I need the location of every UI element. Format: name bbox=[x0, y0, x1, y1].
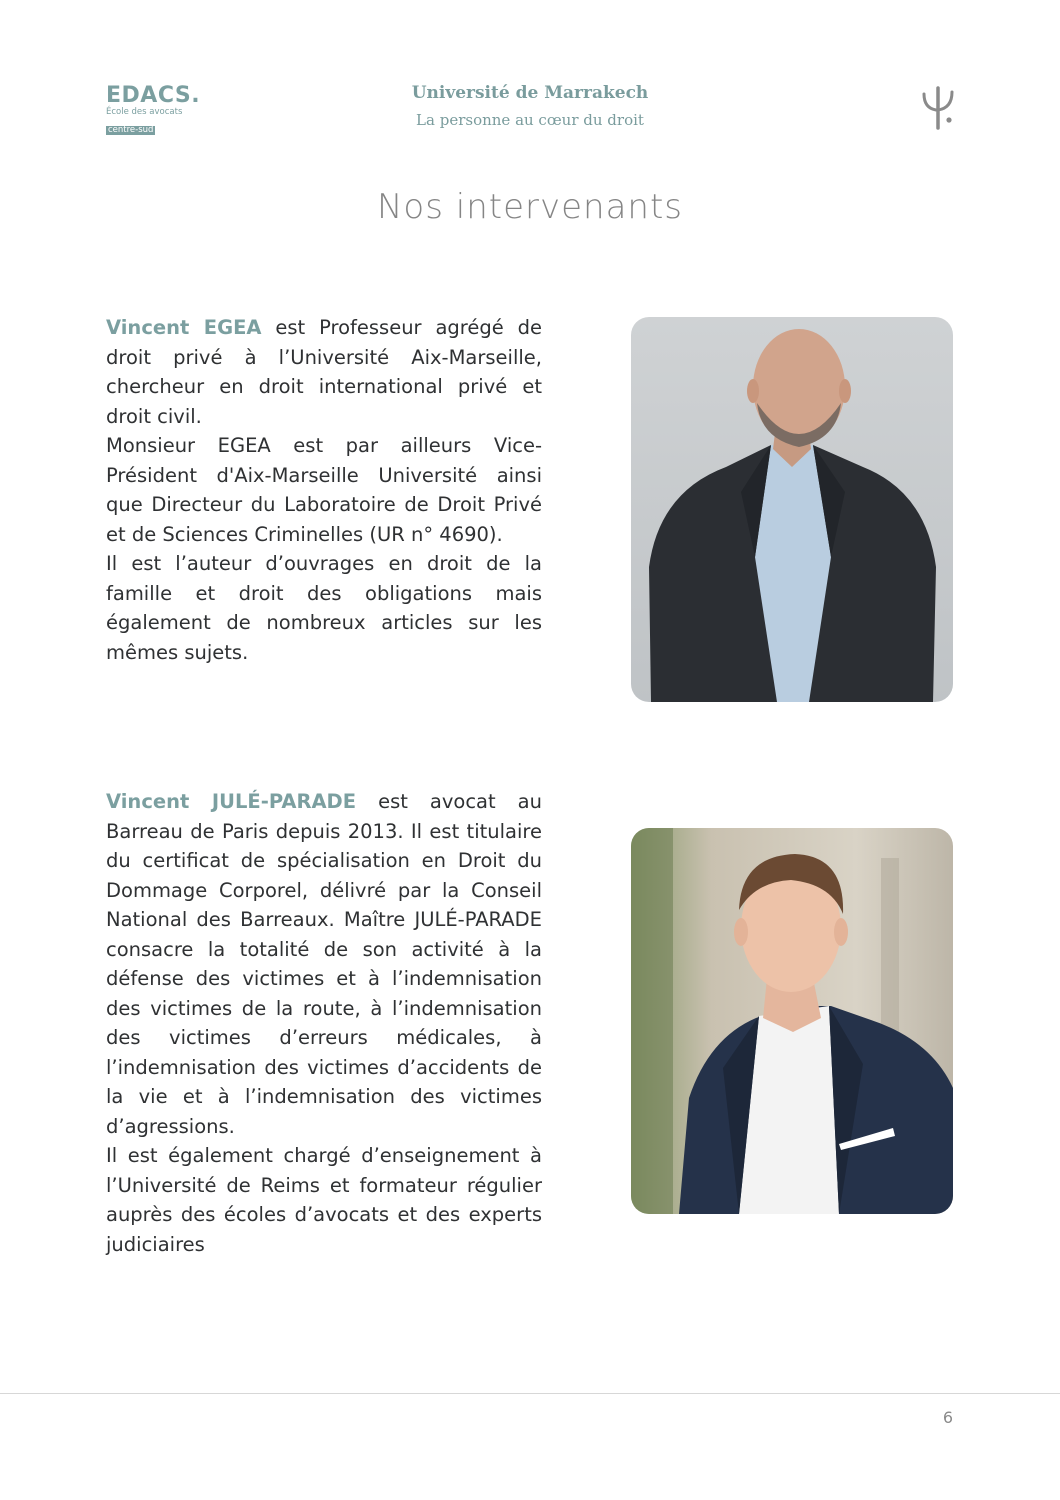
bio-paragraph bbox=[106, 787, 542, 1141]
speaker-bio-jule-parade bbox=[106, 787, 542, 1259]
speaker-name: Vincent JULÉ-PARADE bbox=[106, 790, 357, 813]
footer-divider bbox=[0, 1393, 1060, 1394]
header-university bbox=[0, 81, 1060, 132]
bio-paragraph: Monsieur EGEA est par ailleurs Vice-Président d'Aix-Marseille Université ainsi que Directeur du Laboratoire de Droit Privé et de Sciences Criminelles (UR n° 4690). bbox=[106, 434, 542, 546]
page-number: 6 bbox=[942, 1408, 953, 1427]
bio-paragraph: Il est également chargé d’enseignement à l’Université de Reims et formateur régulier auprès des écoles d’avocats et des experts judiciaires bbox=[106, 1144, 542, 1256]
university-name: Université de Marrakech bbox=[411, 83, 649, 103]
portrait-photo-egea bbox=[631, 317, 953, 702]
edacs-logo-line2: centre-sud bbox=[108, 125, 154, 135]
page-title: Nos intervenants bbox=[377, 187, 683, 227]
bio-text: est avocat au Barreau de Paris depuis 2013. Il est titulaire du certificat de spécialisation en Droit du Dommage Corporel, délivré par la Conseil National des Barreaux. Maître JULÉ-PARADE consacre la totalité de son activité à la défense des victimes et à l’indemnisation des victimes de la route, à l’indemnisation des victimes d’erreurs médicales, à l’indemnisation des victimes d’accidents de la vie et à l’indemnisation des victimes d’agressions. bbox=[106, 790, 542, 1138]
speaker-name: Vincent EGEA bbox=[106, 316, 262, 339]
bio-text: est Professeur agrégé de droit privé à l’Université Aix-Marseille, chercheur en droit international privé et droit civil. bbox=[106, 316, 542, 428]
bio-paragraph: Il est l’auteur d’ouvrages en droit de la famille et droit des obligations mais également de nombreux articles sur les mêmes sujets. bbox=[106, 552, 542, 664]
university-tagline: La personne au cœur du droit bbox=[416, 111, 644, 129]
edacs-logo-mark: EDACS. bbox=[106, 83, 201, 108]
speaker-bio-egea bbox=[106, 313, 542, 667]
portrait-photo-jule-parade bbox=[631, 828, 953, 1214]
psi-emblem-icon bbox=[918, 84, 958, 134]
edacs-logo-line1: École des avocats bbox=[106, 107, 183, 117]
bio-paragraph bbox=[106, 313, 542, 431]
